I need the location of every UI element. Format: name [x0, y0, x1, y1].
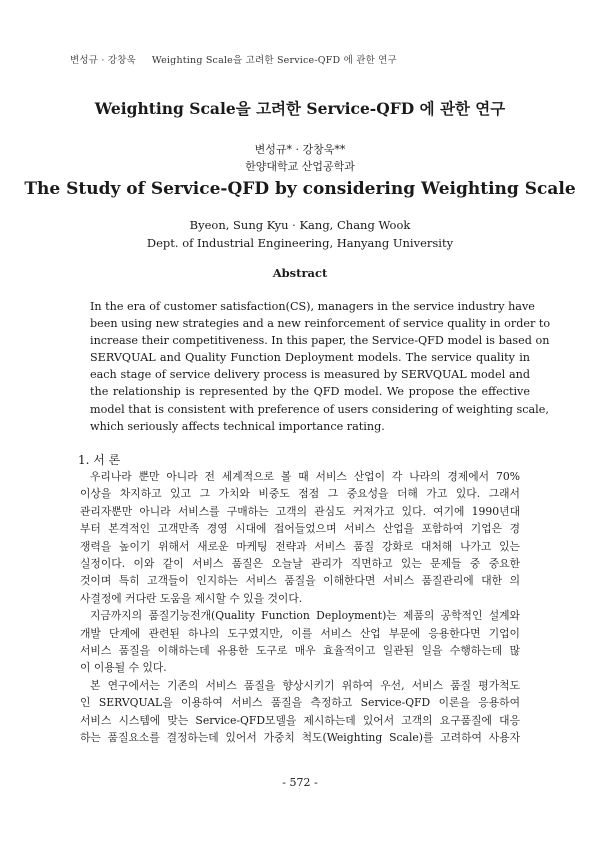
body-line: 실정이다. 이와 같이 서비스 품질은 오늘날 관리가 직면하고 있는 문제들 중 중요한	[80, 557, 520, 571]
abstract-heading: Abstract	[272, 266, 328, 280]
body-line: 관리자뿐만 아니라 서비스를 구매하는 고객의 관심도 커져가고 있다. 여기에 1990년대	[80, 504, 520, 518]
abstract-line: been using new strategies and a new reinforcement of service quality in order to	[90, 317, 551, 331]
paper-title-english: The Study of Service-QFD by considering Weighting Scale	[24, 179, 576, 199]
body-line: 인 SERVQUAL을 이용하여 서비스 품질을 측정하고 Service-QFD 이론을 응용하여	[80, 696, 520, 710]
section-heading-introduction: 1. 서 론	[78, 453, 121, 467]
running-head-authors: 변성규 · 강창욱	[70, 55, 136, 66]
body-line: 지금까지의 품질기능전개(Quality Function Deployment)는 제품의 공학적인 설계와	[90, 609, 520, 623]
body-line: 하는 품질요소를 결정하는데 있어서 가중치 척도(Weighting Scale)를 고려하여 사용자	[80, 731, 520, 745]
body-line: 쟁력을 높이기 위해서 새로운 마케팅 전략과 서비스 품질 강화로 대처해 나가고 있는	[80, 539, 520, 553]
paper-title-korean: Weighting Scale을 고려한 Service-QFD 에 관한 연구	[94, 99, 506, 118]
body-line: 것이며 특히 고객들이 인지하는 서비스 품질을 이해한다면 서비스 품질관리에 대한 의	[80, 574, 520, 588]
section-body-introduction	[80, 468, 520, 747]
body-line: 본 연구에서는 기존의 서비스 품질을 향상시키기 위하여 우선, 서비스 품질 평가척도	[90, 678, 520, 692]
abstract-line: model that is consistent with preference of users considering of weighting scale,	[90, 402, 549, 416]
abstract-line: the relationship is represented by the QFD model. We propose the effective	[90, 385, 530, 399]
abstract-body	[90, 298, 551, 435]
abstract-line: SERVQUAL and Quality Function Deployment models. The service quality in	[90, 351, 530, 365]
body-line: 사결정에 커다란 도움을 제시할 수 있을 것이다.	[80, 591, 303, 605]
body-line: 서비스 시스템에 맞는 Service-QFD모델을 제시하는데 있어서 고객의 요구품질에 대응	[80, 713, 520, 727]
body-line: 개발 단계에 관련된 하나의 도구였지만, 이를 서비스 산업 부문에 응용한다면 기업이	[80, 626, 520, 640]
body-line: 이 이용될 수 있다.	[80, 661, 167, 675]
body-line: 서비스 품질을 이해하는데 유용한 도구로 매우 효율적이고 일관된 일을 수행하는데 많	[80, 644, 520, 658]
page-number: - 572 -	[282, 776, 318, 789]
body-line: 부터 본격적인 고객만족 경영 시대에 접어들었으며 서비스 산업을 포함하여 기업은 경	[80, 522, 520, 536]
affiliation-english: Dept. of Industrial Engineering, Hanyang University	[146, 236, 454, 250]
abstract-line: which seriously affects technical importance rating.	[90, 419, 385, 433]
running-head	[70, 52, 397, 66]
body-line: 이상을 차지하고 있고 그 가치와 비중도 점점 그 중요성을 더해 가고 있다. 그래서	[80, 487, 520, 501]
running-head-title: Weighting Scale을 고려한 Service-QFD 에 관한 연구	[151, 55, 397, 66]
abstract-line: increase their competitiveness. In this paper, the Service-QFD model is based on	[90, 334, 550, 348]
abstract-line: each stage of service delivery process is measured by SERVQUAL model and	[90, 368, 530, 382]
affiliation-korean: 한양대학교 산업공학과	[245, 160, 355, 173]
abstract-line: In the era of customer satisfaction(CS), managers in the service industry have	[90, 300, 535, 313]
body-line: 우리나라 뿐만 아니라 전 세계적으로 볼 때 서비스 산업이 각 나라의 경제에서 70%	[90, 470, 520, 483]
authors-korean: 변성규* · 강창욱**	[254, 143, 346, 156]
authors-english: Byeon, Sung Kyu · Kang, Chang Wook	[189, 218, 411, 232]
